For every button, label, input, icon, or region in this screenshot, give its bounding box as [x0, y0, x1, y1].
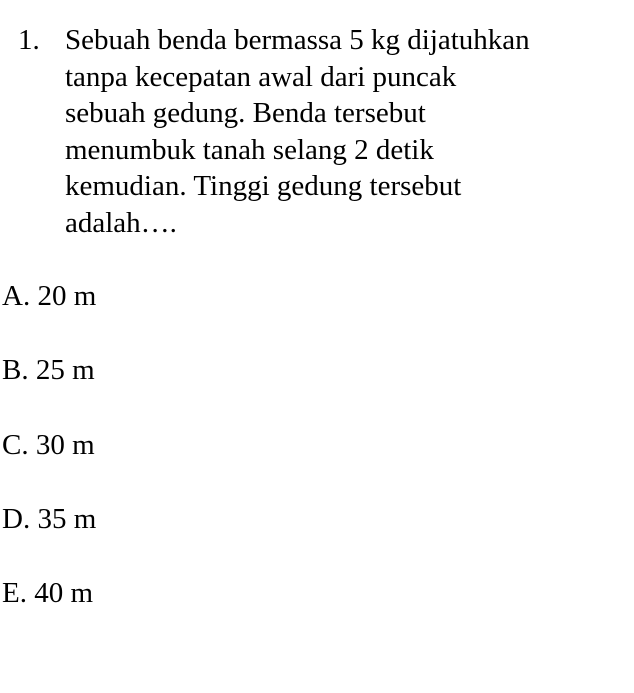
option-b: B. 25 m	[2, 354, 95, 387]
option-d: D. 35 m	[2, 502, 97, 535]
question-text	[65, 22, 628, 241]
question-number: 1.	[18, 24, 40, 56]
answer-options	[2, 278, 96, 649]
question-block	[18, 22, 628, 241]
option-a: A. 20 m	[2, 280, 97, 312]
question-line: kemudian. Tinggi gedung tersebut	[65, 170, 462, 202]
question-line: tanpa kecepatan awal dari puncak	[65, 60, 457, 93]
option-c: C. 30 m	[2, 428, 95, 461]
question-line: Sebuah benda bermassa 5 kg dijatuhkan	[65, 24, 530, 56]
question-line: sebuah gedung. Benda tersebut	[65, 97, 426, 129]
option-e: E. 40 m	[2, 577, 94, 610]
question-line: menumbuk tanah selang 2 detik	[65, 133, 434, 166]
question-line: adalah….	[65, 206, 177, 239]
